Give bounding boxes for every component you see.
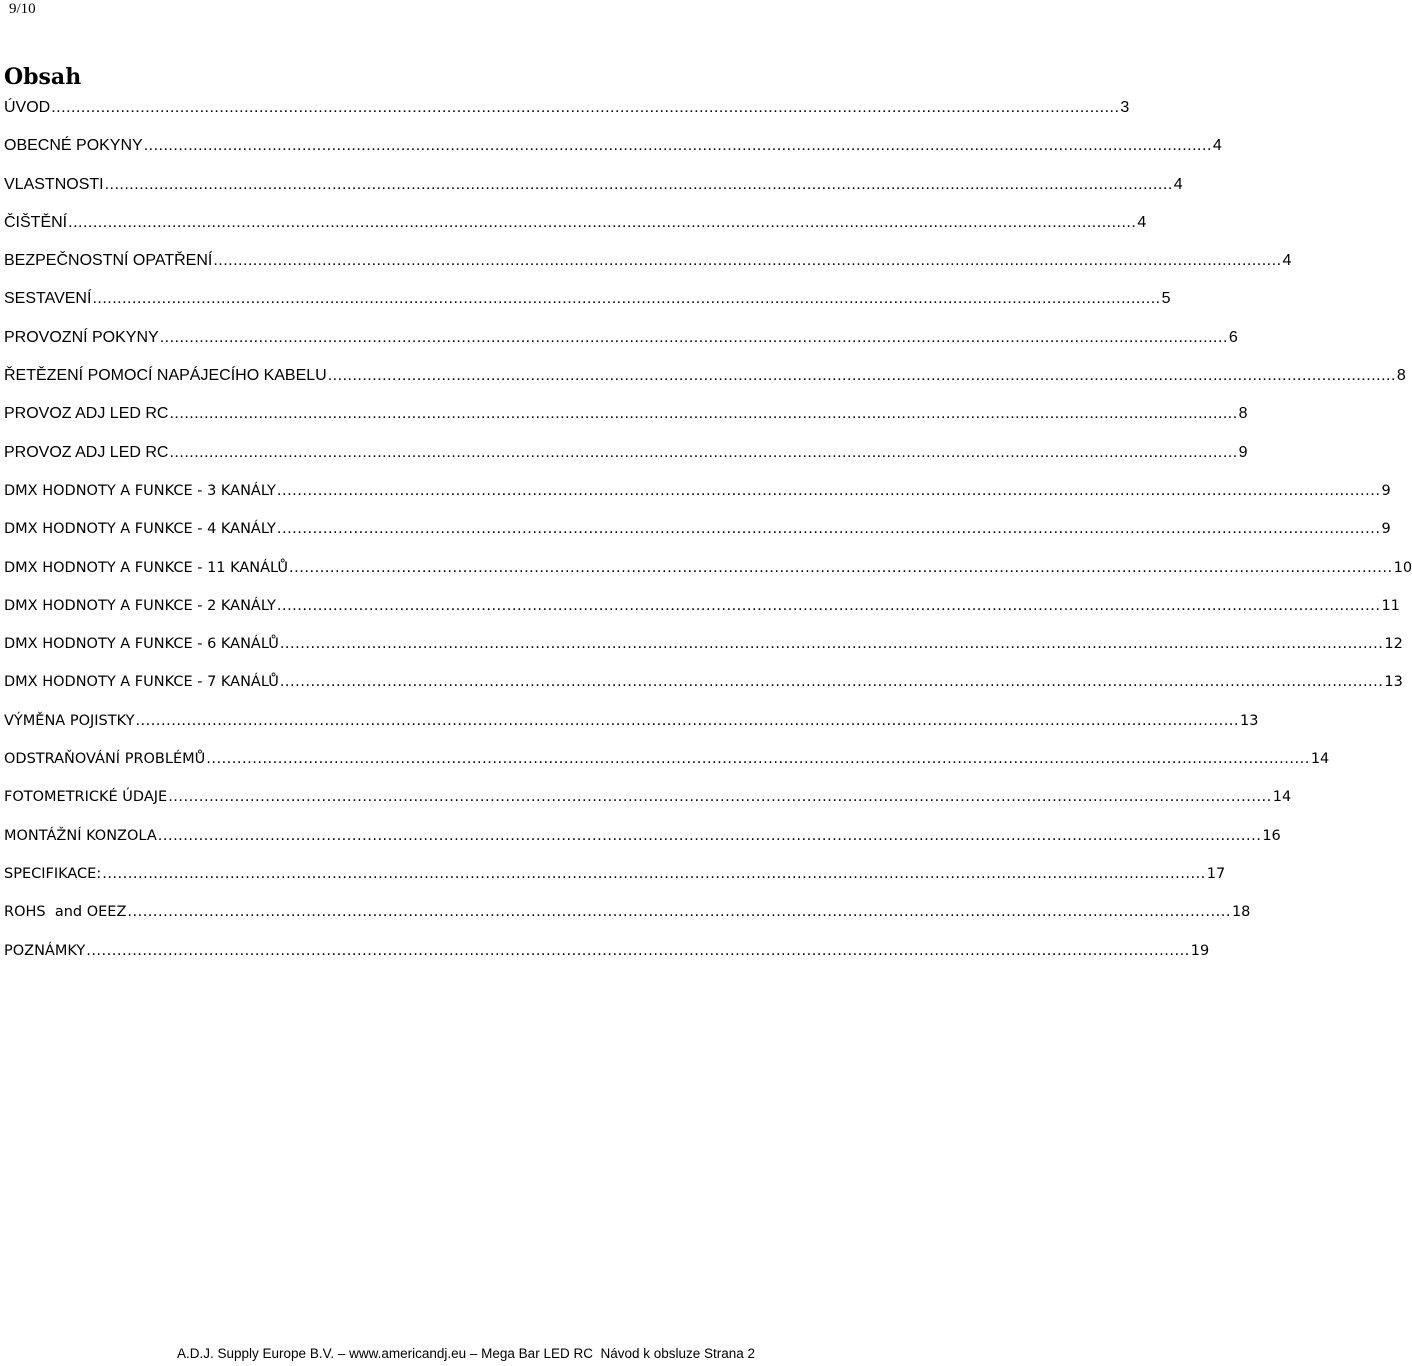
toc-dot-leader xyxy=(280,630,1384,658)
toc-dot-leader xyxy=(68,209,1136,237)
toc-dot-leader xyxy=(168,783,1272,811)
toc-entry-label: PROVOZ ADJ LED RC xyxy=(4,405,169,423)
toc-entry-page: 4 xyxy=(1212,137,1222,155)
toc-entry-retezeni[interactable] xyxy=(4,362,1406,400)
toc-entry-provoz-adj-led-rc[interactable] xyxy=(4,400,1248,438)
toc-dot-leader xyxy=(86,937,1190,965)
toc-title: Obsah xyxy=(4,64,82,90)
toc-entry-label: POZNÁMKY xyxy=(4,942,86,959)
toc-entry-page: 9 xyxy=(1381,482,1391,499)
toc-entry-page: 18 xyxy=(1231,904,1251,921)
toc-entry-page: 4 xyxy=(1137,213,1147,231)
toc-entry-vymena-pojistky[interactable] xyxy=(4,707,1259,745)
toc-entry-dmx-3-kanaly[interactable] xyxy=(4,477,1391,515)
toc-entry-label: FOTOMETRICKÉ ÚDAJE xyxy=(4,789,168,806)
toc-entry-page: 14 xyxy=(1310,751,1330,768)
toc-entry-page: 14 xyxy=(1272,789,1292,806)
toc-entry-page: 19 xyxy=(1190,942,1210,959)
toc-dot-leader xyxy=(289,554,1393,582)
toc-dot-leader xyxy=(328,362,1396,390)
toc-entry-dmx-7-kanalu[interactable] xyxy=(4,668,1403,706)
toc-entry-label: ŘETĚZENÍ POMOCÍ NAPÁJECÍHO KABELU xyxy=(4,367,327,385)
toc-dot-leader xyxy=(213,247,1281,275)
toc-dot-leader xyxy=(158,822,1262,850)
toc-entry-label: MONTÁŽNÍ KONZOLA xyxy=(4,827,157,844)
toc-entry-page: 16 xyxy=(1262,827,1281,844)
toc-entry-label: ČIŠTĚNÍ xyxy=(4,213,68,231)
toc-entry-label: BEZPEČNOSTNÍ OPATŘENÍ xyxy=(4,252,213,270)
toc-entry-obecne-pokyny[interactable] xyxy=(4,132,1222,170)
toc-entry-label: DMX HODNOTY A FUNKCE - 6 KANÁLŮ xyxy=(4,636,279,653)
toc-dot-leader xyxy=(280,668,1384,696)
toc-entry-page: 10 xyxy=(1393,559,1412,576)
toc-entry-odstranovani-problemu[interactable] xyxy=(4,745,1330,783)
toc-entry-dmx-2-kanaly[interactable] xyxy=(4,592,1400,630)
page-number: 9/10 xyxy=(9,1,36,17)
toc-entry-label: ODSTRAŇOVÁNÍ PROBLÉMŮ xyxy=(4,751,206,768)
toc-entry-page: 6 xyxy=(1228,328,1238,346)
toc-entry-uvod[interactable] xyxy=(4,94,1130,132)
toc-entry-label: VLASTNOSTI xyxy=(4,175,104,193)
toc-entry-label: ROHS and OEEZ xyxy=(4,904,127,921)
toc-entry-label: PROVOZNÍ POKYNY xyxy=(4,328,159,346)
toc-entry-label: SPECIFIKACE: xyxy=(4,865,102,882)
toc-dot-leader xyxy=(105,171,1173,199)
toc-entry-label: DMX HODNOTY A FUNKCE - 4 KANÁLY xyxy=(4,521,276,538)
toc-entry-specifikace[interactable] xyxy=(4,860,1226,898)
toc-dot-leader xyxy=(102,860,1206,888)
toc-entry-vlastnosti[interactable] xyxy=(4,171,1183,209)
toc-entry-dmx-4-kanaly[interactable] xyxy=(4,515,1391,553)
toc-entry-label: VÝMĚNA POJISTKY xyxy=(4,712,135,729)
toc-dot-leader xyxy=(277,515,1381,543)
toc-entry-dmx-6-kanalu[interactable] xyxy=(4,630,1403,668)
toc-entry-label: OBECNÉ POKYNY xyxy=(4,137,143,155)
toc-entry-bezpecnostni-opatreni[interactable] xyxy=(4,247,1292,285)
toc-entry-montazni-konzola[interactable] xyxy=(4,822,1281,860)
toc-entry-page: 9 xyxy=(1381,521,1391,538)
toc-dot-leader xyxy=(160,324,1228,352)
toc-dot-leader xyxy=(135,707,1239,735)
toc-dot-leader xyxy=(92,285,1160,313)
toc-entry-label: ÚVOD xyxy=(4,99,51,116)
toc-entry-dmx-11-kanalu[interactable] xyxy=(4,554,1412,592)
toc-entry-provoz-adj-led-rc-2[interactable] xyxy=(4,439,1248,477)
toc-dot-leader xyxy=(51,94,1119,122)
toc-entry-page: 3 xyxy=(1120,99,1130,116)
toc-entry-provozni-pokyny[interactable] xyxy=(4,324,1238,362)
toc-entry-page: 13 xyxy=(1240,712,1259,729)
toc-entry-page: 12 xyxy=(1384,636,1403,653)
toc-dot-leader xyxy=(169,400,1237,428)
toc-entry-label: DMX HODNOTY A FUNKCE - 2 KANÁLY xyxy=(4,597,276,614)
toc-entry-page: 8 xyxy=(1396,367,1406,385)
toc-entry-page: 17 xyxy=(1206,865,1226,882)
toc-dot-leader xyxy=(206,745,1310,773)
toc-entry-label: DMX HODNOTY A FUNKCE - 11 KANÁLŮ xyxy=(4,559,289,576)
toc-dot-leader xyxy=(277,592,1381,620)
toc-dot-leader xyxy=(144,132,1212,160)
toc-entry-sestaveni[interactable] xyxy=(4,285,1171,323)
toc-entry-fotometricke-udaje[interactable] xyxy=(4,783,1292,821)
toc-dot-leader xyxy=(127,898,1231,926)
table-of-contents xyxy=(4,94,1412,975)
toc-entry-page: 5 xyxy=(1161,290,1171,308)
toc-entry-rohs-oeez[interactable] xyxy=(4,898,1251,936)
toc-dot-leader xyxy=(169,439,1237,467)
toc-entry-page: 11 xyxy=(1381,597,1400,614)
toc-entry-label: DMX HODNOTY A FUNKCE - 7 KANÁLŮ xyxy=(4,674,279,691)
toc-entry-page: 9 xyxy=(1238,443,1248,461)
toc-entry-page: 4 xyxy=(1282,252,1292,270)
toc-entry-label: PROVOZ ADJ LED RC xyxy=(4,443,169,461)
toc-entry-page: 8 xyxy=(1238,405,1248,423)
toc-entry-poznamky[interactable] xyxy=(4,937,1210,975)
toc-entry-cisteni[interactable] xyxy=(4,209,1147,247)
toc-entry-page: 13 xyxy=(1384,674,1403,691)
toc-entry-label: DMX HODNOTY A FUNKCE - 3 KANÁLY xyxy=(4,482,276,499)
toc-dot-leader xyxy=(277,477,1381,505)
toc-entry-page: 4 xyxy=(1173,175,1183,193)
page-footer: A.D.J. Supply Europe B.V. – www.americandj.eu – Mega Bar LED RC Návod k obsluze Strana 2 xyxy=(177,1346,756,1361)
toc-entry-label: SESTAVENÍ xyxy=(4,290,92,308)
